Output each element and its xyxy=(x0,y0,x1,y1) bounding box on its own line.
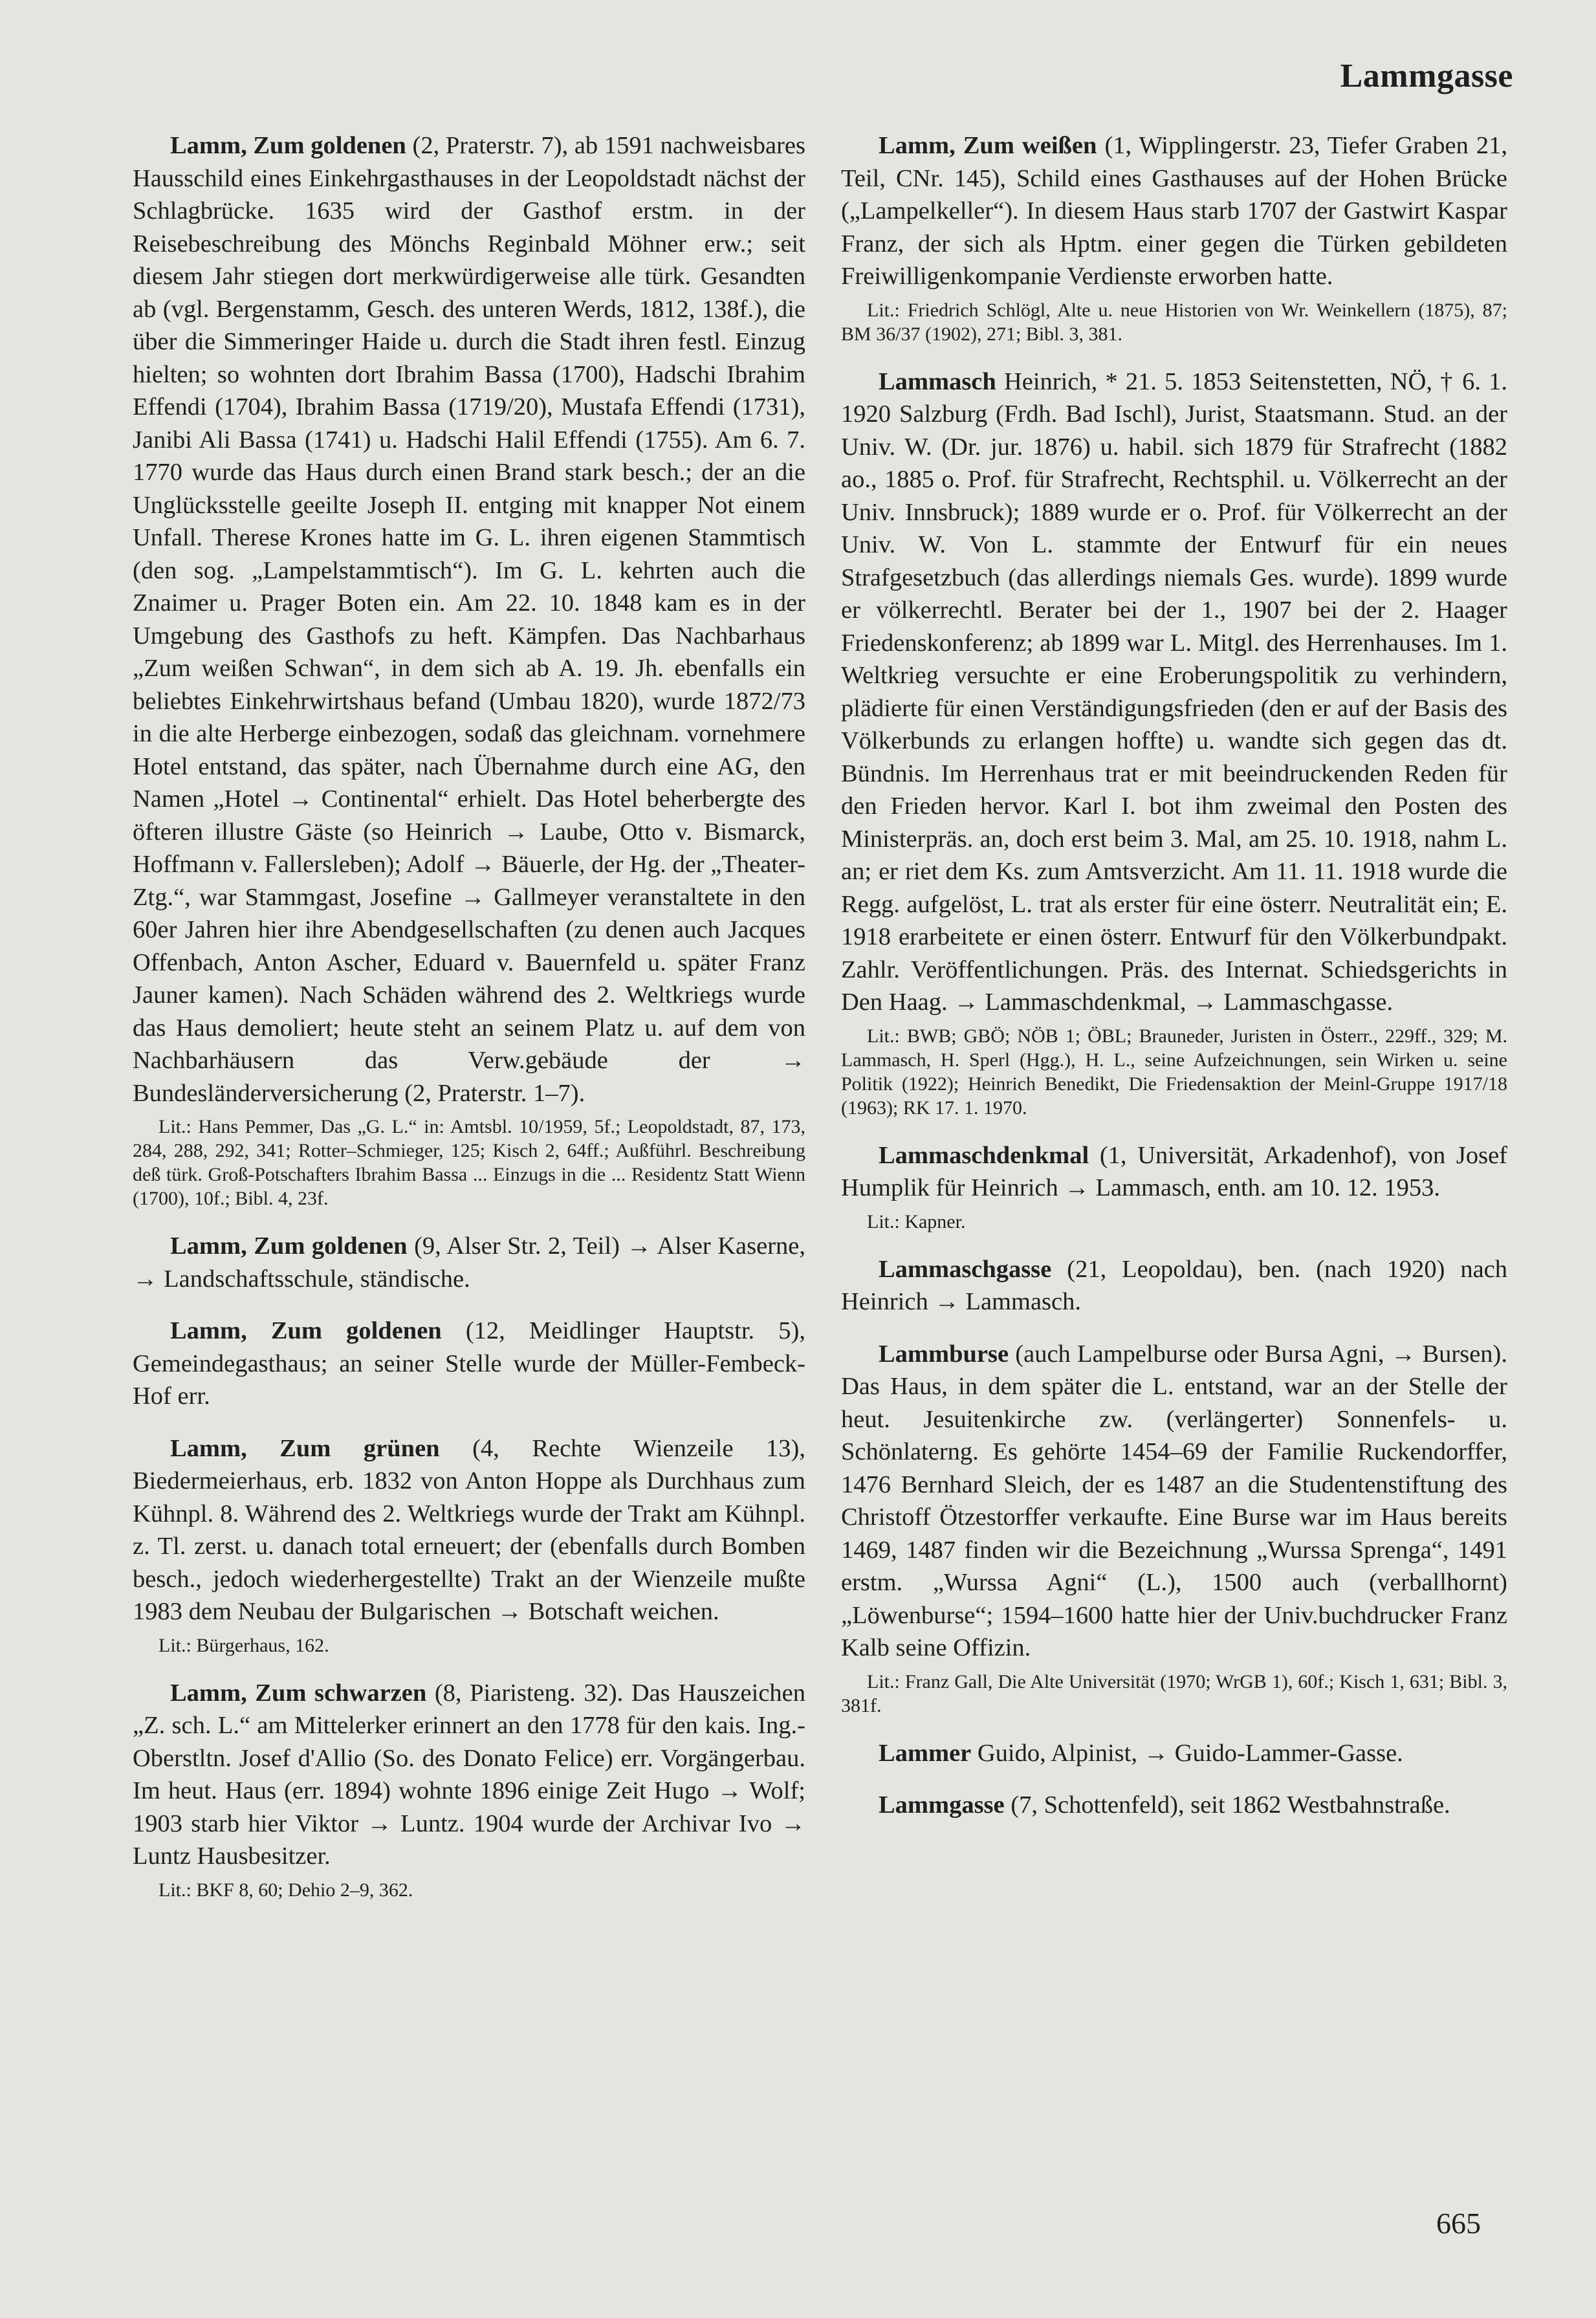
left-column xyxy=(133,129,805,1921)
entry-lammasch xyxy=(841,366,1507,1019)
entry-headword: Lamm, Zum goldenen xyxy=(170,132,406,159)
entry-text: (12, Meidlinger Hauptstr. 5), Gemeindegasthaus; an seiner Stelle wurde der Müller-Fembeck-Hof err. xyxy=(133,1317,805,1410)
entry-headword: Lamm, Zum schwarzen xyxy=(170,1679,427,1707)
entry-text: (1, Wipplingerstr. 23, Tiefer Graben 21, Teil, CNr. 145), Schild eines Gasthauses auf der Hohen Brücke („Lampelkeller“). In diesem Haus starb 1707 der Gastwirt Kaspar Franz, der sich als Hptm. einer gegen die Türken gebildeten Freiwilligenkompanie Verdienste erworben hatte. xyxy=(841,132,1507,290)
entry-headword: Lamm, Zum grünen xyxy=(170,1434,440,1462)
page-number: 665 xyxy=(1436,2207,1481,2240)
entry-headword: Lammburse xyxy=(879,1340,1009,1368)
entry-lammaschgasse xyxy=(841,1253,1507,1318)
entry-lamm-goldenen-2 xyxy=(133,129,805,1110)
entry-literature: Lit.: Friedrich Schlögl, Alte u. neue Historien von Wr. Weinkellern (1875), 87; BM 36/37 (1902), 271; Bibl. 3, 381. xyxy=(841,299,1507,345)
entry-literature: Lit.: Kapner. xyxy=(867,1210,966,1232)
running-head: Lammgasse xyxy=(1340,58,1513,94)
entry-text: (7, Schottenfeld), seit 1862 Westbahnstraße. xyxy=(1004,1791,1450,1819)
entry-lammer xyxy=(841,1737,1507,1770)
entry-text: (8, Piaristeng. 32). Das Hauszeichen „Z. sch. L.“ am Mittelerker erinnert an den 1778 für den kais. Ing.-Oberstltn. Josef d'Allio (So. des Donato Felice) err. Vorgängerbau. Im heut. Haus (err. 1894) wohnte 1896 einige Zeit Hugo → Wolf; 1903 starb hier Viktor → Luntz. 1904 wurde der Archivar Ivo → Luntz Hausbesitzer. xyxy=(133,1679,805,1870)
entry-lammgasse xyxy=(841,1789,1507,1822)
entry-lamm-gruenen xyxy=(133,1432,805,1628)
entry-lammburse xyxy=(841,1338,1507,1665)
entry-headword: Lammaschdenkmal xyxy=(879,1141,1089,1169)
entry-literature: Lit.: BWB; GBÖ; NÖB 1; ÖBL; Brauneder, Juristen in Österr., 229ff., 329; M. Lammasch, H. Sperl (Hgg.), H. L., seine Aufzeichnungen, sein Wirken u. seine Politik (1922); Heinrich Benedikt, Die Friedensaktion der Meinl-Gruppe 1917/18 (1963); RK 17. 1. 1970. xyxy=(841,1025,1507,1119)
entry-headword: Lammgasse xyxy=(879,1791,1005,1819)
entry-lammaschdenkmal xyxy=(841,1139,1507,1205)
entry-literature: Lit.: Bürgerhaus, 162. xyxy=(159,1634,329,1656)
entry-text: (9, Alser Str. 2, Teil) → Alser Kaserne, → Landschaftsschule, ständische. xyxy=(133,1232,805,1293)
entry-text: Guido, Alpinist, → Guido-Lammer-Gasse. xyxy=(971,1739,1403,1767)
entry-text: Heinrich, * 21. 5. 1853 Seitenstetten, NÖ, † 6. 1. 1920 Salzburg (Frdh. Bad Ischl), Jurist, Staatsmann. Stud. an der Univ. W. (Dr. jur. 1876) u. habil. sich 1879 für Strafrecht (1882 ao., 1885 o. Prof. für Strafrecht, Rechtsphil. u. Völkerrecht an der Univ. Innsbruck); 1889 wurde er o. Prof. für Völkerrecht an der Univ. W. Von L. stammte der Entwurf für ein neues Strafgesetzbuch (das allerdings niemals Ges. wurde). 1899 wurde er völkerrechtl. Berater bei der 1., 1907 bei der 2. Haager Friedenskonferenz; ab 1899 war L. Mitgl. des Herrenhauses. Im 1. Weltkrieg versuchte er eine Eroberungspolitik zu verhindern, plädierte für einen Verständigungsfrieden (den er auf der Basis des Völkerbunds zu erlangen hoffte) u. wandte sich gegen das dt. Bündnis. Im Herrenhaus trat er mit beeindruckenden Reden für den Frieden hervor. Karl I. bot ihm zweimal den Posten des Ministerpräs. an, doch erst beim 3. Mal, am 25. 10. 1918, nahm L. an; er riet dem Ks. zum Amtsverzicht. Am 11. 11. 1918 wurde die Regg. aufgelöst, L. trat als erster für eine österr. Neutralität ein; E. 1918 erarbeitete er einen österr. Entwurf für den Völkerbundpakt. Zahlr. Veröffentlichungen. Präs. des Internat. Schiedsgerichts in Den Haag. → Lammaschdenkmal, → Lammaschgasse. xyxy=(841,367,1507,1016)
entry-lamm-weissen xyxy=(841,129,1507,293)
entry-literature: Lit.: Hans Pemmer, Das „G. L.“ in: Amtsbl. 10/1959, 5f.; Leopoldstadt, 87, 173, 284, 288, 292, 341; Rotter–Schmieger, 125; Kisch 2, 64ff.; Außführl. Beschreibung deß türk. Groß-Potschafters Ibrahim Bassa ... Einzugs in die ... Residentz Statt Wienn (1700), 10f.; Bibl. 4, 23f. xyxy=(133,1116,805,1209)
entry-lamm-schwarzen xyxy=(133,1677,805,1873)
entry-headword: Lammer xyxy=(879,1739,972,1767)
entry-literature: Lit.: Franz Gall, Die Alte Universität (1970; WrGB 1), 60f.; Kisch 1, 631; Bibl. 3, 381f. xyxy=(841,1670,1507,1716)
right-column xyxy=(841,129,1507,1827)
entry-headword: Lamm, Zum goldenen xyxy=(170,1317,442,1344)
entry-lamm-goldenen-9 xyxy=(133,1230,805,1295)
entry-literature: Lit.: BKF 8, 60; Dehio 2–9, 362. xyxy=(159,1879,413,1901)
entry-headword: Lammaschgasse xyxy=(879,1255,1052,1283)
entry-headword: Lamm, Zum weißen xyxy=(879,132,1097,159)
entry-text: (auch Lampelburse oder Bursa Agni, → Bursen). Das Haus, in dem später die L. entstand, war an der Stelle der heut. Jesuitenkirche zw. (verlängerter) Sonnenfels- u. Schönlaterng. Es gehörte 1454–69 der Familie Ruckendorffer, 1476 Bernhard Sleich, der es 1487 an die Studentenstiftung des Christoff Ötzestorffer verkaufte. Eine Burse war im Haus bereits 1469, 1487 finden wir die Bezeichnung „Wurssa Sprenga“, 1491 erstm. „Wurssa Agni“ (L.), 1500 auch (verballhornt) „Löwenburse“; 1594–1600 hatte hier der Univ.buchdrucker Franz Kalb seine Offizin. xyxy=(841,1340,1507,1661)
entry-text: (1, Universität, Arkadenhof), von Josef Humplik für Heinrich → Lammasch, enth. am 10. 12. 1953. xyxy=(841,1141,1507,1201)
entry-text: (21, Leopoldau), ben. (nach 1920) nach Heinrich → Lammasch. xyxy=(841,1255,1507,1315)
entry-text: (4, Rechte Wienzeile 13), Biedermeierhaus, erb. 1832 von Anton Hoppe als Durchhaus zum Kühnpl. 8. Während des 2. Weltkriegs wurde der Trakt am Kühnpl. z. Tl. zerst. u. danach total erneuert; der (ebenfalls durch Bomben besch., jedoch wiederhergestellte) Trakt an der Wienzeile mußte 1983 dem Neubau der Bulgarischen → Botschaft weichen. xyxy=(133,1434,805,1625)
entry-headword: Lammasch xyxy=(879,367,996,395)
entry-headword: Lamm, Zum goldenen xyxy=(170,1232,408,1260)
entry-text: (2, Praterstr. 7), ab 1591 nachweisbares Hausschild eines Einkehrgasthauses in der Leopoldstadt nächst der Schlagbrücke. 1635 wird der Gasthof erstm. in der Reisebeschreibung des Mönchs Reginbald Möhner erw.; seit diesem Jahr stiegen dort merkwürdigerweise alle türk. Gesandten ab (vgl. Bergenstamm, Gesch. des unteren Werds, 1812, 138f.), die über die Simmeringer Haide u. durch die Stadt ihren festl. Einzug hielten; so wohnten dort Ibrahim Bassa (1700), Hadschi Ibrahim Effendi (1704), Ibrahim Bassa (1719/20), Mustafa Effendi (1731), Janibi Ali Bassa (1741) u. Hadschi Halil Effendi (1755). Am 6. 7. 1770 wurde das Haus durch einen Brand stark besch.; der an die Unglücksstelle geeilte Joseph II. entging mit knapper Not einem Unfall. Therese Krones hatte im G. L. ihren eigenen Stammtisch (den sog. „Lampelstammtisch“). Im G. L. kehrten auch die Znaimer u. Prager Boten ein. Am 22. 10. 1848 kam es in der Umgebung des Gasthofs zu heft. Kämpfen. Das Nachbarhaus „Zum weißen Schwan“, in dem sich ab A. 19. Jh. ebenfalls ein beliebtes Einkehrwirtshaus befand (Umbau 1820), wurde 1872/73 in die alte Herberge einbezogen, sodaß das gleichnam. vornehmere Hotel entstand, das später, nach Übernahme durch eine AG, den Namen „Hotel → Continental“ erhielt. Das Hotel beherbergte des öfteren illustre Gäste (so Heinrich → Laube, Otto v. Bismarck, Hoffmann v. Fallersleben); Adolf → Bäuerle, der Hg. der „Theater-Ztg.“, war Stammgast, Josefine → Gallmeyer veranstaltete in den 60er Jahren hier ihre Abendgesellschaften (zu denen auch Jacques Offenbach, Anton Ascher, Eduard v. Bauernfeld u. später Franz Jauner kamen). Nach Schäden während des 2. Weltkriegs wurde das Haus demoliert; heute steht an seinem Platz u. auf dem von Nachbarhäusern das Verw.gebäude der → Bundesländerversicherung (2, Praterstr. 1–7). xyxy=(133,132,806,1107)
entry-lamm-goldenen-12 xyxy=(133,1315,805,1413)
